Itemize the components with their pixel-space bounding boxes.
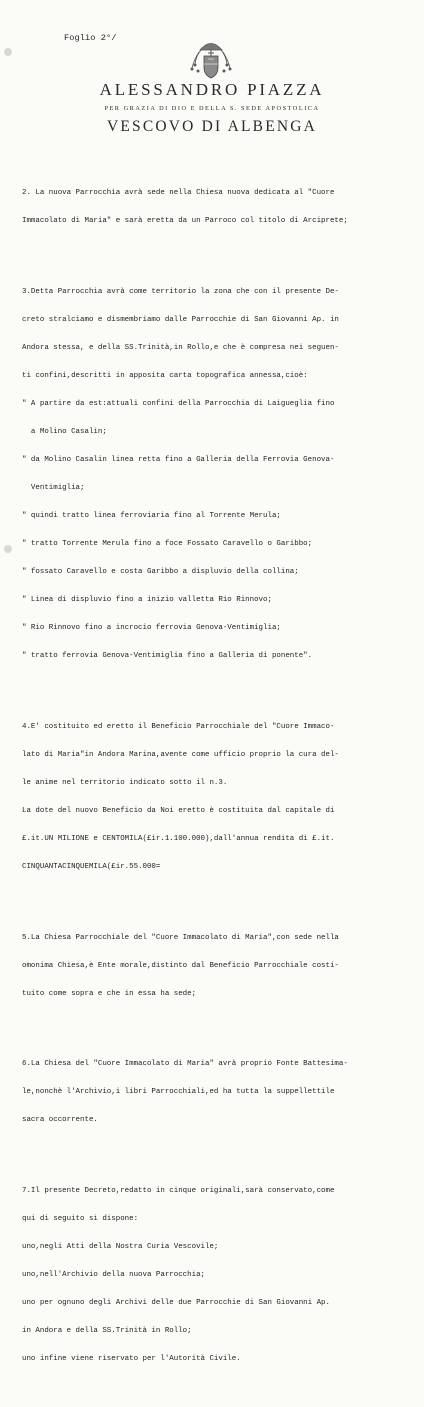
text-line: uno infine viene riservato per l'Autorità Civile. bbox=[22, 1355, 241, 1364]
text-line: 5.La Chiesa Parrocchiale del "Cuore Immacolato di Maria",con sede nella bbox=[22, 933, 339, 942]
punch-hole bbox=[4, 48, 12, 56]
text-line: tuito come sopra e che in essa ha sede; bbox=[22, 989, 197, 998]
text-line: " fossato Caravello e costa Garibbo a displuvio della collina; bbox=[22, 568, 299, 577]
paragraph-6 bbox=[22, 1042, 414, 1145]
text-line: lato di Maria"in Andora Marina,avente come ufficio proprio la cura del- bbox=[22, 751, 339, 760]
text-line: qui di seguito si dispone: bbox=[22, 1215, 139, 1224]
text-line: omonima Chiesa,è Ente morale,distinto dal Beneficio Parrocchiale costi- bbox=[22, 961, 339, 970]
text-line: a Molino Casalin; bbox=[22, 428, 107, 437]
text-line: Ventimiglia; bbox=[22, 484, 85, 493]
bishop-name: ALESSANDRO PIAZZA bbox=[99, 80, 325, 99]
sheet-number: Foglio 2°/ bbox=[64, 33, 117, 43]
paragraph-5 bbox=[22, 915, 414, 1018]
text-line: £.it.UN MILIONE e CENTOMILA(£ir.1.100.000),dall'annua rendita di £.it. bbox=[22, 835, 335, 844]
text-line: CINQUANTACINQUEMILA(£ir.55.000= bbox=[22, 863, 161, 872]
text-line: 6.La Chiesa del "Cuore Immacolato di Maria" avrà proprio Fonte Battesima- bbox=[22, 1060, 348, 1069]
text-line: La dote del nuovo Beneficio da Noi eretto è costituita dal capitale di bbox=[22, 807, 335, 816]
episcopal-coat-of-arms-icon bbox=[186, 38, 236, 82]
punch-hole bbox=[4, 545, 12, 553]
grace-line: PER GRAZIA DI DIO E DELLA S. SEDE APOSTOLICA bbox=[104, 105, 320, 112]
text-line: uno,nell'Archivio della nuova Parrocchia; bbox=[22, 1271, 205, 1280]
text-line: le,nonchè l'Archivio,i libri Parrocchiali,ed ha tutta la suppellettile bbox=[22, 1088, 335, 1097]
bishop-title: VESCOVO DI ALBENGA bbox=[106, 118, 318, 135]
text-line: 2. La nuova Parrocchia avrà sede nella Chiesa nuova dedicata al "Cuore bbox=[22, 189, 335, 198]
text-line: " tratto ferrovia Genova-Ventimiglia fino a Galleria di ponente". bbox=[22, 652, 313, 661]
text-line: 4.E' costituito ed eretto il Beneficio Parrocchiale del "Cuore Immaco- bbox=[22, 723, 335, 731]
text-line: uno per ognuno degli Archivi delle due Parrocchie di San Giovanni Ap. bbox=[22, 1299, 330, 1308]
paragraph-3 bbox=[22, 269, 414, 680]
text-line: " tratto Torrente Merula fino a foce Fossato Caravello o Garibbo; bbox=[22, 540, 313, 549]
text-line: 7.Il presente Decreto,redatto in cinque originali,sarà conservato,come bbox=[22, 1187, 335, 1196]
decree-body bbox=[22, 152, 414, 1407]
text-line: " quindi tratto linea ferroviaria fino al Torrente Merula; bbox=[22, 512, 281, 521]
text-line: uno,negli Atti della Nostra Curia Vescovile; bbox=[22, 1243, 219, 1252]
text-line: " Linea di displuvio fino a inizio valletta Rio Rinnovo; bbox=[22, 596, 272, 605]
text-line: " da Molino Casalin linea retta fino a Galleria della Ferrovia Genova- bbox=[22, 456, 335, 465]
text-line: sacra occorrente. bbox=[22, 1116, 98, 1125]
text-line: Immacolato di Maria" e sarà eretta da un Parroco col titolo di Arciprete; bbox=[22, 217, 348, 226]
paragraph-4 bbox=[22, 704, 414, 891]
text-line: " A partire da est:attuali confini della Parrocchia di Laigueglia fino bbox=[22, 400, 335, 409]
text-line: " Rio Rinnovo fino a incrocio ferrovia Genova-Ventimiglia; bbox=[22, 624, 281, 633]
text-line: 3.Detta Parrocchia avrà come territorio la zona che con il presente De- bbox=[22, 288, 339, 296]
paragraph-2 bbox=[22, 171, 414, 246]
text-line: creto stralciamo e dismembriamo dalle Parrocchie di San Giovanni Ap. in bbox=[22, 316, 339, 325]
text-line: in Andora e della SS.Trinità in Rollo; bbox=[22, 1327, 192, 1336]
text-line: ti confini,descritti in apposita carta topografica annessa,cioè: bbox=[22, 372, 308, 381]
paragraph-7 bbox=[22, 1168, 414, 1383]
text-line: Andora stessa, e della SS.Trinità,in Rollo,e che è compresa nei seguen- bbox=[22, 344, 339, 353]
text-line: le anime nel territorio indicato sotto il n.3. bbox=[22, 779, 228, 788]
